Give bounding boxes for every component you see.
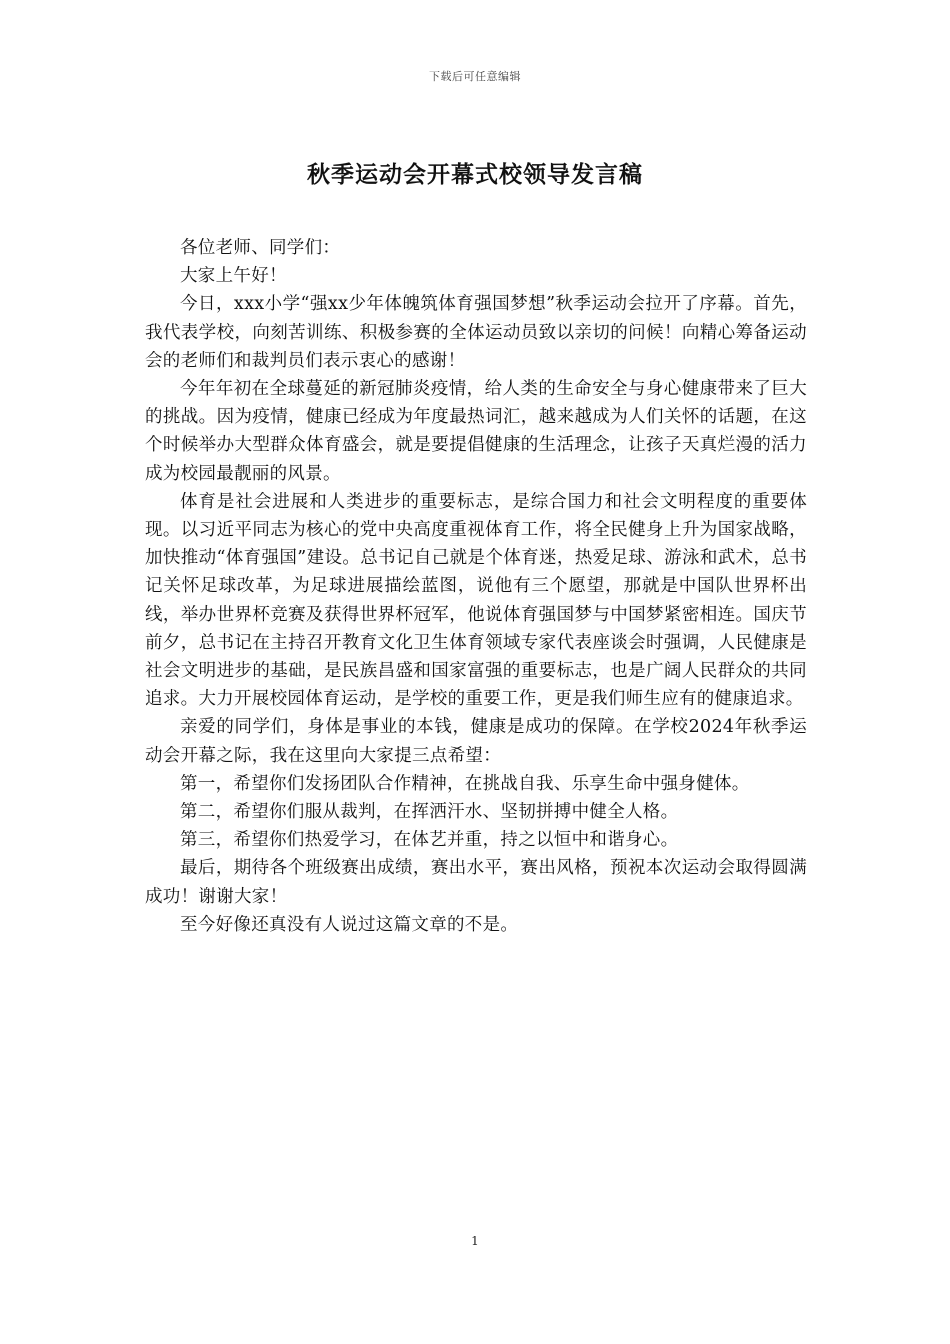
wish-item-2: 第二，希望你们服从裁判，在挥洒汗水、坚韧拼搏中健全人格。 xyxy=(180,802,679,823)
salutation: 各位老师、同学们： xyxy=(180,238,341,258)
closing-paragraph: 最后，期待各个班级赛出成绩，赛出水平，赛出风格，预祝本次运动会取得圆满成功！谢谢大家！ xyxy=(145,858,807,907)
paragraph: 今年年初在全球蔓延的新冠肺炎疫情，给人类的生命安全与身心健康带来了巨大的挑战。因为疫情，健康已经成为年度最热词汇，越来越成为人们关怀的话题，在这个时候举办大型群众体育盛会，就是要提倡健康的生活理念，让孩子天真烂漫的活力成为校园最靓丽的风景。 xyxy=(145,379,807,484)
paragraph: 体育是社会进展和人类进步的重要标志，是综合国力和社会文明程度的重要体现。以习近平同志为核心的党中央高度重视体育工作，将全民健身上升为国家战略，加快推动“体育强国”建设。总书记自己就是个体育迷，热爱足球、游泳和武术，总书记关怀足球改革，为足球进展描绘蓝图，说他有三个愿望，那就是中国队世界杯出线，举办世界杯竞赛及获得世界杯冠军，他说体育强国梦与中国梦紧密相连。国庆节前夕，总书记在主持召开教育文化卫生体育领域专家代表座谈会时强调，人民健康是社会文明进步的基础，是民族昌盛和国家富强的重要标志，也是广阔人民群众的共同追求。大力开展校园体育运动，是学校的重要工作，更是我们师生应有的健康追求。 xyxy=(145,491,807,710)
greeting: 大家上午好！ xyxy=(180,266,287,287)
document-body xyxy=(145,234,807,939)
document-title: 秋季运动会开幕式校领导发言稿 xyxy=(307,161,643,188)
paragraph: 亲爱的同学们，身体是事业的本钱，健康是成功的保障。在学校2024年秋季运动会开幕之际，我在这里向大家提三点希望： xyxy=(145,717,807,766)
wish-item-3: 第三，希望你们热爱学习，在体艺并重，持之以恒中和谐身心。 xyxy=(180,830,679,851)
wish-item-1: 第一，希望你们发扬团队合作精神，在挑战自我、乐享生命中强身健体。 xyxy=(180,773,750,794)
page-number: 1 xyxy=(471,1234,479,1248)
header-note: 下载后可任意编辑 xyxy=(429,70,521,83)
final-line: 至今好像还真没有人说过这篇文章的不是。 xyxy=(180,914,519,935)
paragraph: 今日，xxx小学“强xx少年体魄筑体育强国梦想”秋季运动会拉开了序幕。首先，我代表学校，向刻苦训练、积极参赛的全体运动员致以亲切的问候！向精心筹备运动会的老师们和裁判员们表示衷心的感谢！ xyxy=(145,294,807,371)
